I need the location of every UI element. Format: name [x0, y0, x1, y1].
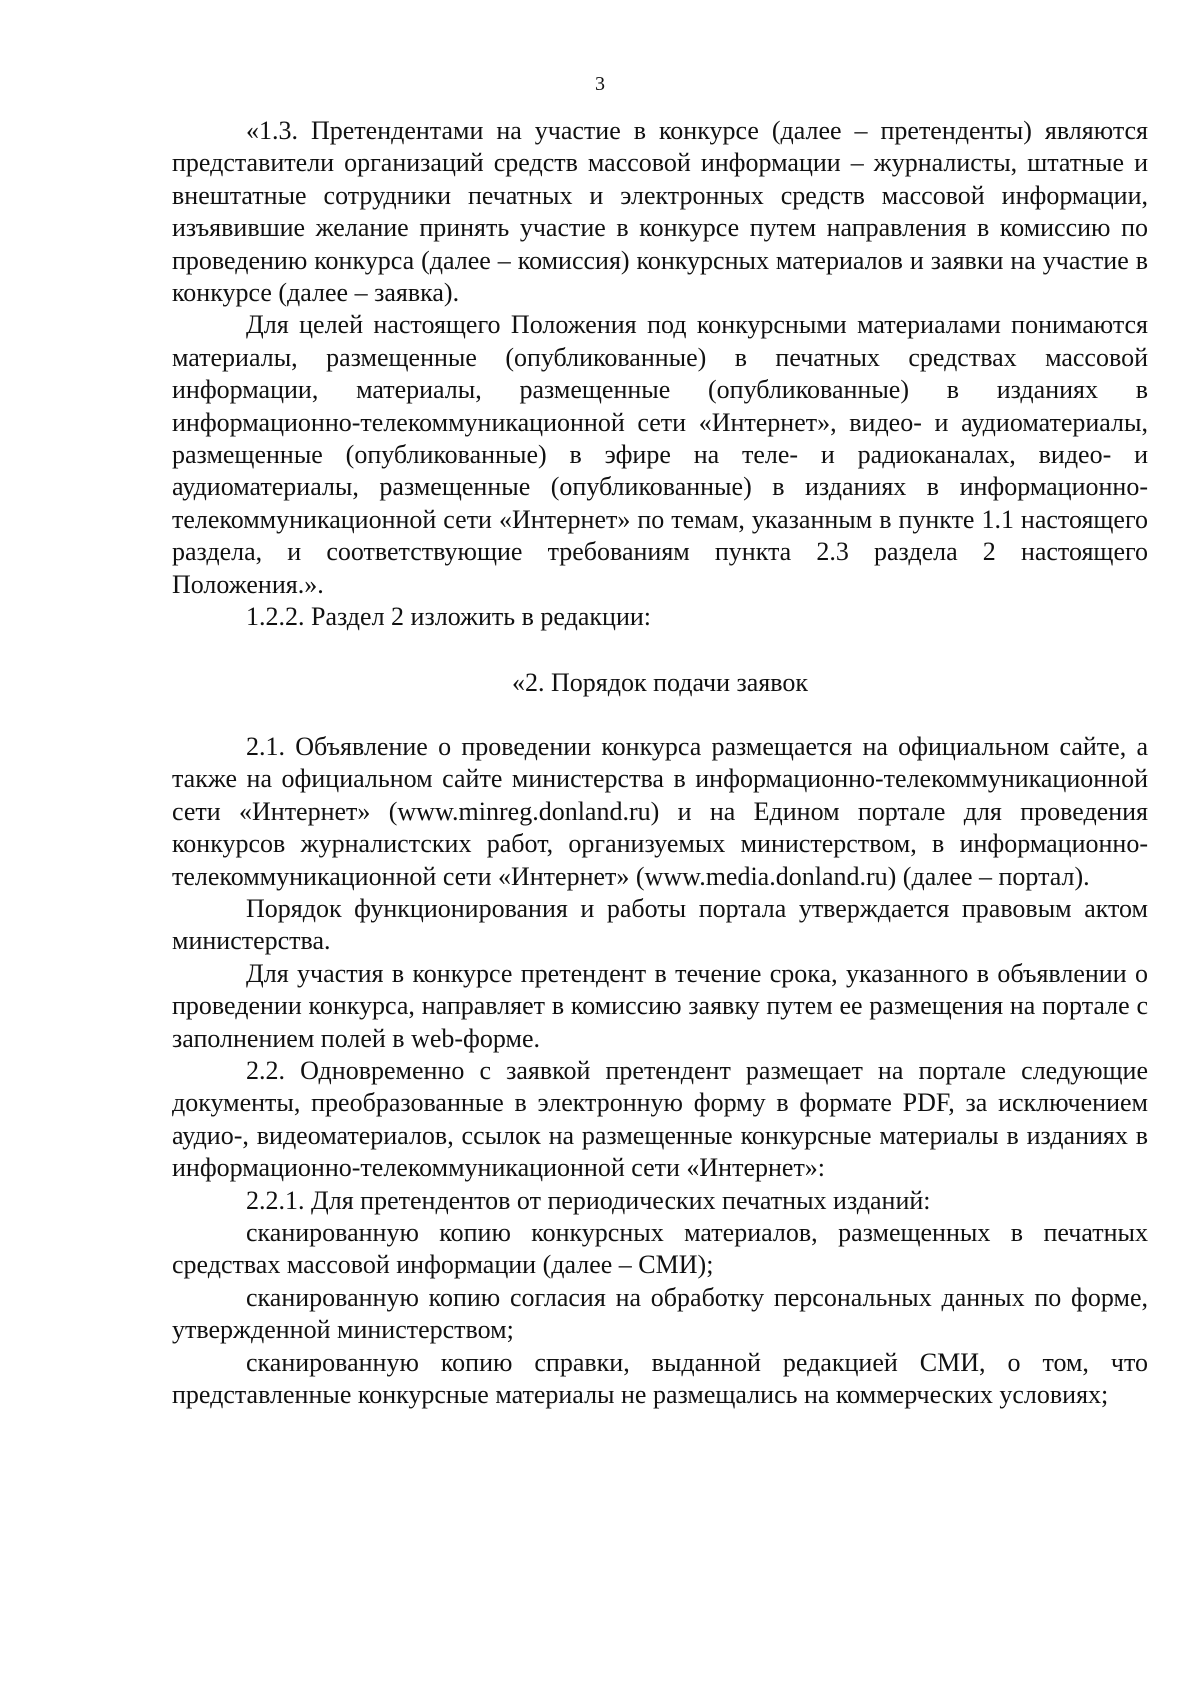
paragraph-definition: Для целей настоящего Положения под конкурсными материалами понимаются материалы, размещенные (опубликованные) в печатных средствах массовой информации, материалы, размещенные (опубликованные) в изданиях в информационно-телекоммуникационной сети «Интернет», видео- и аудиоматериалы, размещенные (опубликованные) в эфире на теле- и радиоканалах, видео- и аудиоматериалы, размещенные (опубликованные) в изданиях в информационно-телекоммуникационной сети «Интернет» по темам, указанным в пункте 1.1 настоящего раздела, и соответствующие требованиям пункта 2.3 раздела 2 настоящего Положения.». [172, 310, 1148, 599]
paragraph-2-2: 2.2. Одновременно с заявкой претендент размещает на портале следующие документы, преобразованные в электронную форму в формате PDF, за исключением аудио-, видеоматериалов, ссылок на размещенные конкурсные материалы в изданиях в информационно-телекоммуникационной сети «Интернет»: [172, 1055, 1148, 1183]
paragraph-participation: Для участия в конкурсе претендент в течение срока, указанного в объявлении о проведении конкурса, направляет в комиссию заявку путем ее размещения на портале с заполнением полей в web-форме. [172, 958, 1148, 1053]
document-body [172, 115, 1148, 1411]
paragraph-2-1: 2.1. Объявление о проведении конкурса размещается на официальном сайте, а также на официальном сайте министерства в информационно-телекоммуникационной сети «Интернет» (www.minreg.donland.ru) и на Едином портале для проведения конкурсов журналистских работ, организуемых министерством, в информационно-телекоммуникационной сети «Интернет» (www.media.donland.ru) (далее – портал). [172, 731, 1148, 891]
list-item-certificate-copy: сканированную копию справки, выданной редакцией СМИ, о том, что представленные конкурсные материалы не размещались на коммерческих условиях; [172, 1347, 1148, 1410]
section-heading: «2. Порядок подачи заявок [512, 667, 808, 697]
page-number: 3 [595, 73, 605, 95]
list-item-materials-copy: сканированную копию конкурсных материалов, размещенных в печатных средствах массовой информации (далее – СМИ); [172, 1218, 1148, 1280]
paragraph-1-3: «1.3. Претендентами на участие в конкурсе (далее – претенденты) являются представители организаций средств массовой информации – журналисты, штатные и внештатные сотрудники печатных и электронных средств массовой информации, изъявившие желание принять участие в конкурсе путем направления в комиссию по проведению конкурса (далее – комиссия) конкурсных материалов и заявки на участие в конкурсе (далее – заявка). [172, 116, 1148, 308]
paragraph-1-2-2: 1.2.2. Раздел 2 изложить в редакции: [246, 602, 651, 632]
list-item-consent-copy: сканированную копию согласия на обработку персональных данных по форме, утвержденной министерством; [172, 1282, 1148, 1345]
paragraph-2-2-1: 2.2.1. Для претендентов от периодических печатных изданий: [246, 1185, 931, 1215]
paragraph-portal-order: Порядок функционирования и работы портала утверждается правовым актом министерства. [172, 893, 1148, 956]
